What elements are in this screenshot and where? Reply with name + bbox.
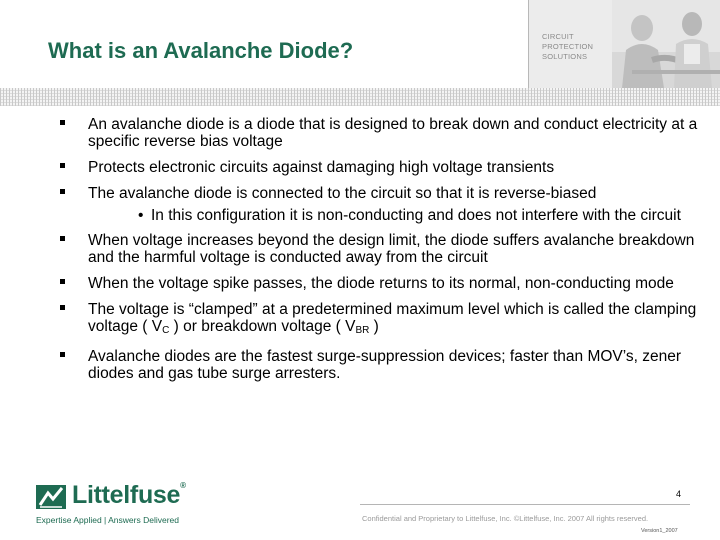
bullet-text: The avalanche diode is connected to the circuit so that it is reverse-biased <box>88 185 597 202</box>
version-label: Version1_2007 <box>641 528 678 534</box>
list-item <box>60 232 700 266</box>
bullet-text: Protects electronic circuits against damaging high voltage transients <box>88 159 555 176</box>
square-bullet-icon <box>60 188 67 195</box>
bullet-text-part: The voltage is “clamped” at a predetermined maximum level which is called the clamping voltage ( V <box>88 301 697 335</box>
square-bullet-icon <box>60 235 67 242</box>
bullet-text: Avalanche diodes are the fastest surge-suppression devices; faster than MOV’s, zener diodes and gas tube surge arresters. <box>88 348 682 382</box>
square-bullet-icon <box>60 304 67 311</box>
registered-mark: ® <box>180 481 186 490</box>
bullet-list <box>60 116 700 391</box>
page-number: 4 <box>676 489 682 499</box>
slide-title: What is an Avalanche Diode? <box>48 38 354 63</box>
footer-divider <box>360 504 690 505</box>
list-item <box>60 275 700 292</box>
confidential-notice: Confidential and Proprietary to Littelfuse, Inc. ©Littelfuse, Inc. 2007 All rights reserved. <box>362 514 649 523</box>
header-photo <box>612 0 720 88</box>
list-item <box>60 348 700 382</box>
subscript-br: BR <box>355 325 370 336</box>
square-bullet-icon <box>60 162 67 169</box>
subscript-c: C <box>162 325 170 336</box>
bullet-text <box>88 301 696 335</box>
brand-name <box>72 481 186 510</box>
dot-bullet-icon: • <box>138 207 144 224</box>
bullet-text: When the voltage spike passes, the diode returns to its normal, non-conducting mode <box>88 275 674 292</box>
list-item <box>60 116 700 150</box>
square-bullet-icon <box>60 119 67 126</box>
brand-text: Littelfuse <box>72 481 181 509</box>
list-item <box>60 159 700 176</box>
header-tagline: CIRCUIT PROTECTION SOLUTIONS <box>542 32 594 61</box>
header-divider <box>528 0 529 88</box>
list-item <box>60 185 700 202</box>
bullet-text: An avalanche diode is a diode that is designed to break down and conduct electricity at a specific reverse bias voltage <box>88 116 698 150</box>
brand-tagline: Expertise Applied | Answers Delivered <box>36 515 180 525</box>
sub-bullet-text: In this configuration it is non-conducting and does not interfere with the circuit <box>151 207 681 224</box>
sub-list-item <box>138 207 700 224</box>
square-bullet-icon <box>60 278 67 285</box>
bullet-text: When voltage increases beyond the design limit, the diode suffers avalanche breakdown and the harmful voltage is conducted away from the circuit <box>88 232 695 266</box>
bullet-text-part: ) or breakdown voltage ( V <box>169 318 356 335</box>
decorative-pattern-bar <box>0 88 720 106</box>
list-item <box>60 301 700 339</box>
bullet-text-part: ) <box>369 318 379 335</box>
square-bullet-icon <box>60 351 67 358</box>
